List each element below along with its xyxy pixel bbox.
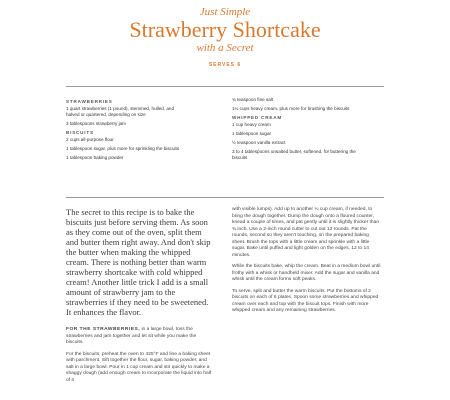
ingredient-item: 3 tablespoons strawberry jam [66,121,127,126]
ingredient-item: 1 tablespoon sugar, plus more for sprinkling the biscuits [66,145,180,151]
method-text: in a large bowl, toss the strawberries and jam together and let sit while you make the biscuits. [66,327,197,345]
ingredient-item: 1¼ cups heavy cream, plus more for brushing the biscuits [232,106,350,111]
ingredient-item: 1 tablespoon sugar [232,130,272,136]
ingredient-section-heading: BISCUITS [66,130,94,135]
ingredient-item: 1 quart strawberries (1 pound), stemmed, hulled, and halved or quartered, depending on size [66,105,175,117]
recipe-pretitle: Just Simple [199,6,251,18]
ingredient-item: ¾ teaspoon fine salt [232,97,274,102]
ingredient-item: 1 cup heavy cream [232,121,271,127]
top-divider [66,86,384,87]
bottom-divider [66,197,384,198]
ingredients-right-column [232,97,360,164]
method-text: For the biscuits, preheat the oven to 425°F and line a baking sheet with parchment. Sift together the flour, sugar, baking powder, and salt in a large bowl. Pour in 1 cup cream and stir quickly to make a shaggy dough (add enough cream to incorporate the liquid into half of it [66,351,212,383]
recipe-title: Strawberry Shortcake [129,17,321,42]
method-paragraph [232,264,382,284]
left-body-column [66,207,214,389]
ingredients-left-column [66,97,186,164]
serves-label: SERVES 6 [208,62,242,68]
method-paragraph [66,327,214,347]
method-right [232,207,382,315]
method-text: To serve, split and butter the warm biscuits. Put the bottoms of 2 biscuits on each of 6 plates. Spoon some strawberries and whipped cream over each and top with the biscuit tops. Finish with more whipped cream and any remaining strawberries. [232,288,379,313]
intro-paragraph: The secret to this recipe is to bake the biscuits just before serving them. As soon as they come out of the oven, split them and butter them right away. And don't skip the butter when making the whipped cream. There is nothing better than warm strawberry shortcake with cold whipped cream! Another little trick I add is a small amount of strawberry jam to the strawberries if they need to be sweetened. It enhances the flavor. [66,207,211,317]
ingredient-item: ½ teaspoon vanilla extract [232,139,286,145]
method-text: with visible lumps). Add up to another ¼ cup cream, if needed, to bring the dough together. Dump the dough onto a floured counter, knead a couple of times, and pat gently until it is slightly thicker than ¾ inch. Use a 2-inch round cutter to cut out 12 rounds. Pat the rounds, second so they aren't touching, on the prepared baking sheet. Brush the tops with a little cream and sprinkle with a little sugar. Bake until puffed and light golden on the edges, 12 to 14 minutes. [232,207,380,258]
ingredient-section-heading: WHIPPED CREAM [232,115,282,120]
ingredient-item: 2 cups all-purpose flour [66,136,114,142]
right-body-column [232,207,382,320]
method-lead-in: FOR THE STRAWBERRIES, [66,327,141,332]
ingredient-section-heading: STRAWBERRIES [66,99,113,104]
method-paragraph [232,207,382,259]
recipe-subtitle: with a Secret [196,42,254,54]
method-paragraph [66,352,214,385]
recipe-header [0,6,450,54]
ingredient-item: 3 to 4 tablespoons unsalted butter, softened, for buttering the biscuits [232,148,356,160]
method-left [66,327,214,384]
ingredient-item: 1 tablespoon baking powder [66,154,124,160]
method-paragraph [232,289,382,315]
method-text: While the biscuits bake, whip the cream. Beat in a medium bowl until frothy with a whisk or handheld mixer. Add the sugar and vanilla and whisk until the cream forms soft peaks. [232,264,381,282]
